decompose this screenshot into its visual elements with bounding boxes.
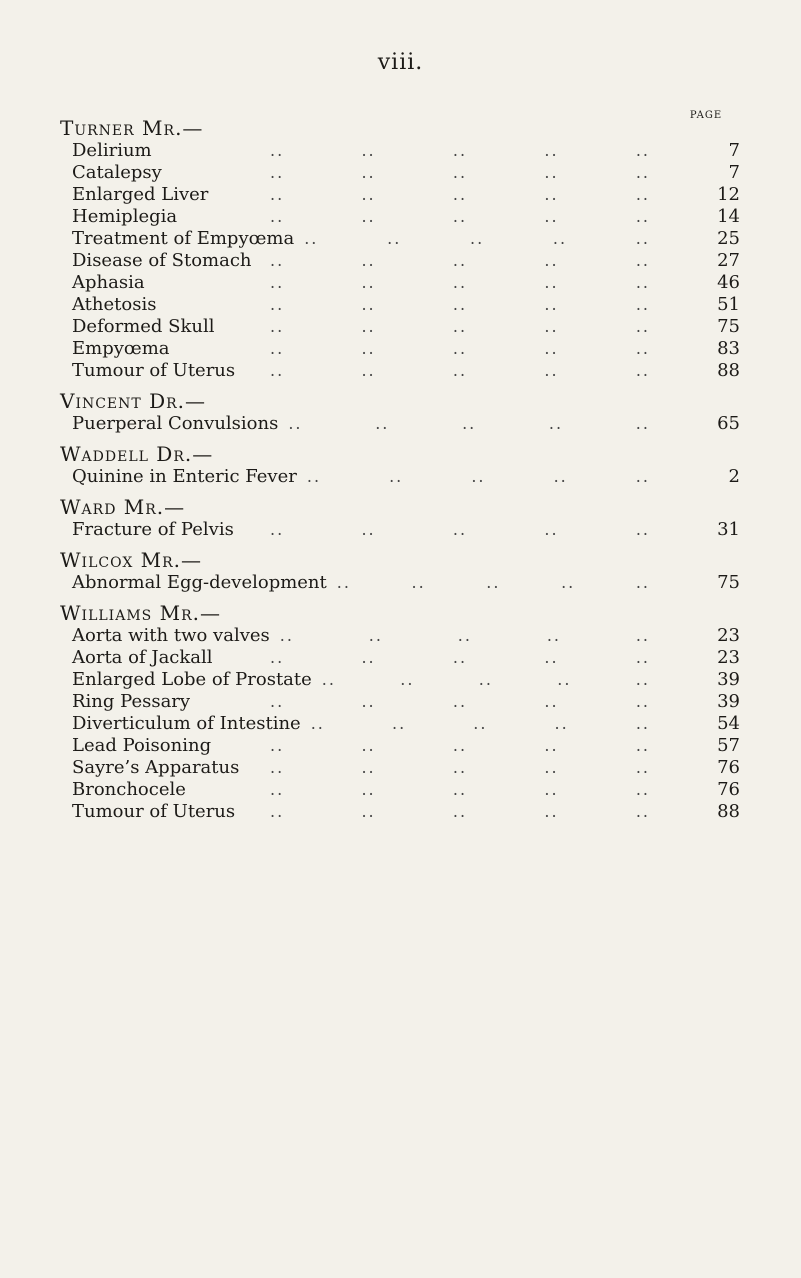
dot-leader: .. .. .. .. .. xyxy=(321,670,650,689)
entry-page-number: 75 xyxy=(717,316,740,337)
author-index xyxy=(60,117,740,823)
dot-leader: .. .. .. .. .. xyxy=(310,714,650,733)
entry-title: Catalepsy xyxy=(72,162,162,183)
author-name: Vincent Dr.— xyxy=(60,389,207,413)
dot-leader: .. .. .. .. .. xyxy=(270,185,650,204)
index-entry xyxy=(60,713,740,735)
entry-title: Deformed Skull xyxy=(72,316,215,337)
entry-page-number: 51 xyxy=(717,294,740,315)
entry-title: Tumour of Uterus xyxy=(72,360,236,381)
index-entry xyxy=(60,625,740,647)
index-entry xyxy=(60,647,740,669)
dot-leader: .. .. .. .. .. xyxy=(270,361,650,380)
entry-page-number: 23 xyxy=(717,625,740,646)
entry-page-number: 27 xyxy=(717,250,740,271)
index-entry xyxy=(60,184,740,206)
author-name: Ward Mr.— xyxy=(60,495,186,519)
entry-title: Athetosis xyxy=(72,294,157,315)
index-entry xyxy=(60,519,740,541)
page-number: viii. xyxy=(377,50,424,75)
index-entry xyxy=(60,669,740,691)
dot-leader: .. .. .. .. .. xyxy=(279,626,650,645)
index-entry xyxy=(60,316,740,338)
entry-page-number: 76 xyxy=(717,779,740,800)
entry-page-number: 88 xyxy=(717,360,740,381)
entry-title: Diverticulum of Intestine xyxy=(72,713,301,734)
dot-leader: .. .. .. .. .. xyxy=(270,141,650,160)
entry-page-number: 25 xyxy=(717,228,740,249)
entry-page-number: 57 xyxy=(717,735,740,756)
entry-title: Bronchocele xyxy=(72,779,186,800)
index-entry xyxy=(60,294,740,316)
dot-leader: .. .. .. .. .. xyxy=(270,736,650,755)
entry-page-number: 76 xyxy=(717,757,740,778)
index-entry xyxy=(60,206,740,228)
index-entry xyxy=(60,572,740,594)
index-entry xyxy=(60,757,740,779)
entry-title: Treatment of Empyœma xyxy=(72,228,295,249)
index-entry xyxy=(60,228,740,250)
dot-leader: .. .. .. .. .. xyxy=(270,273,650,292)
entry-page-number: 7 xyxy=(728,162,740,183)
entry-page-number: 65 xyxy=(717,413,740,434)
entry-page-number: 7 xyxy=(728,140,740,161)
index-entry xyxy=(60,140,740,162)
entry-title: Lead Poisoning xyxy=(72,735,212,756)
author-name: Turner Mr.— xyxy=(60,116,204,140)
author-group xyxy=(60,549,740,594)
page-column-header: PAGE xyxy=(689,110,723,121)
entry-title: Enlarged Liver xyxy=(72,184,209,205)
author-name: Waddell Dr.— xyxy=(60,442,214,466)
index-entry xyxy=(60,735,740,757)
entry-page-number: 88 xyxy=(717,801,740,822)
dot-leader: .. .. .. .. .. xyxy=(270,163,650,182)
dot-leader: .. .. .. .. .. xyxy=(304,229,650,248)
entry-page-number: 54 xyxy=(717,713,740,734)
entry-page-number: 39 xyxy=(717,669,740,690)
author-group xyxy=(60,390,740,435)
entry-page-number: 75 xyxy=(717,572,740,593)
index-entry xyxy=(60,801,740,823)
index-entry xyxy=(60,250,740,272)
entry-page-number: 46 xyxy=(717,272,740,293)
dot-leader: .. .. .. .. .. xyxy=(270,295,650,314)
index-entry xyxy=(60,338,740,360)
entry-title: Ring Pessary xyxy=(72,691,191,712)
entry-title: Abnormal Egg-development xyxy=(72,572,327,593)
index-entry xyxy=(60,162,740,184)
author-group xyxy=(60,443,740,488)
entry-page-number: 83 xyxy=(717,338,740,359)
dot-leader: .. .. .. .. .. xyxy=(288,414,650,433)
entry-page-number: 39 xyxy=(717,691,740,712)
entry-page-number: 23 xyxy=(717,647,740,668)
author-group xyxy=(60,602,740,823)
entry-title: Quinine in Enteric Fever xyxy=(72,466,297,487)
index-entry xyxy=(60,413,740,435)
entry-title: Puerperal Convulsions xyxy=(72,413,279,434)
index-entry xyxy=(60,779,740,801)
dot-leader: .. .. .. .. .. xyxy=(270,648,650,667)
author-group xyxy=(60,496,740,541)
entry-title: Empyœma xyxy=(72,338,170,359)
entry-title: Sayre’s Apparatus xyxy=(72,757,240,778)
entry-title: Tumour of Uterus xyxy=(72,801,236,822)
entry-title: Disease of Stomach xyxy=(72,250,252,271)
author-name: Wilcox Mr.— xyxy=(60,548,203,572)
dot-leader: .. .. .. .. .. xyxy=(270,520,650,539)
author-name: Williams Mr.— xyxy=(60,601,221,625)
dot-leader: .. .. .. .. .. xyxy=(270,317,650,336)
dot-leader: .. .. .. .. .. xyxy=(270,758,650,777)
index-entry xyxy=(60,272,740,294)
index-entry xyxy=(60,691,740,713)
dot-leader: .. .. .. .. .. xyxy=(336,573,650,592)
dot-leader: .. .. .. .. .. xyxy=(306,467,650,486)
entry-title: Fracture of Pelvis xyxy=(72,519,234,540)
entry-page-number: 12 xyxy=(717,184,740,205)
dot-leader: .. .. .. .. .. xyxy=(270,251,650,270)
dot-leader: .. .. .. .. .. xyxy=(270,692,650,711)
entry-title: Aphasia xyxy=(72,272,145,293)
index-entry xyxy=(60,466,740,488)
dot-leader: .. .. .. .. .. xyxy=(270,339,650,358)
author-group xyxy=(60,117,740,382)
entry-page-number: 14 xyxy=(717,206,740,227)
dot-leader: .. .. .. .. .. xyxy=(270,780,650,799)
entry-page-number: 2 xyxy=(728,466,740,487)
dot-leader: .. .. .. .. .. xyxy=(270,802,650,821)
entry-title: Aorta with two valves xyxy=(72,625,270,646)
entry-title: Delirium xyxy=(72,140,152,161)
entry-title: Enlarged Lobe of Prostate xyxy=(72,669,312,690)
index-entry xyxy=(60,360,740,382)
dot-leader: .. .. .. .. .. xyxy=(270,207,650,226)
entry-title: Aorta of Jackall xyxy=(72,647,213,668)
entry-title: Hemiplegia xyxy=(72,206,178,227)
entry-page-number: 31 xyxy=(717,519,740,540)
